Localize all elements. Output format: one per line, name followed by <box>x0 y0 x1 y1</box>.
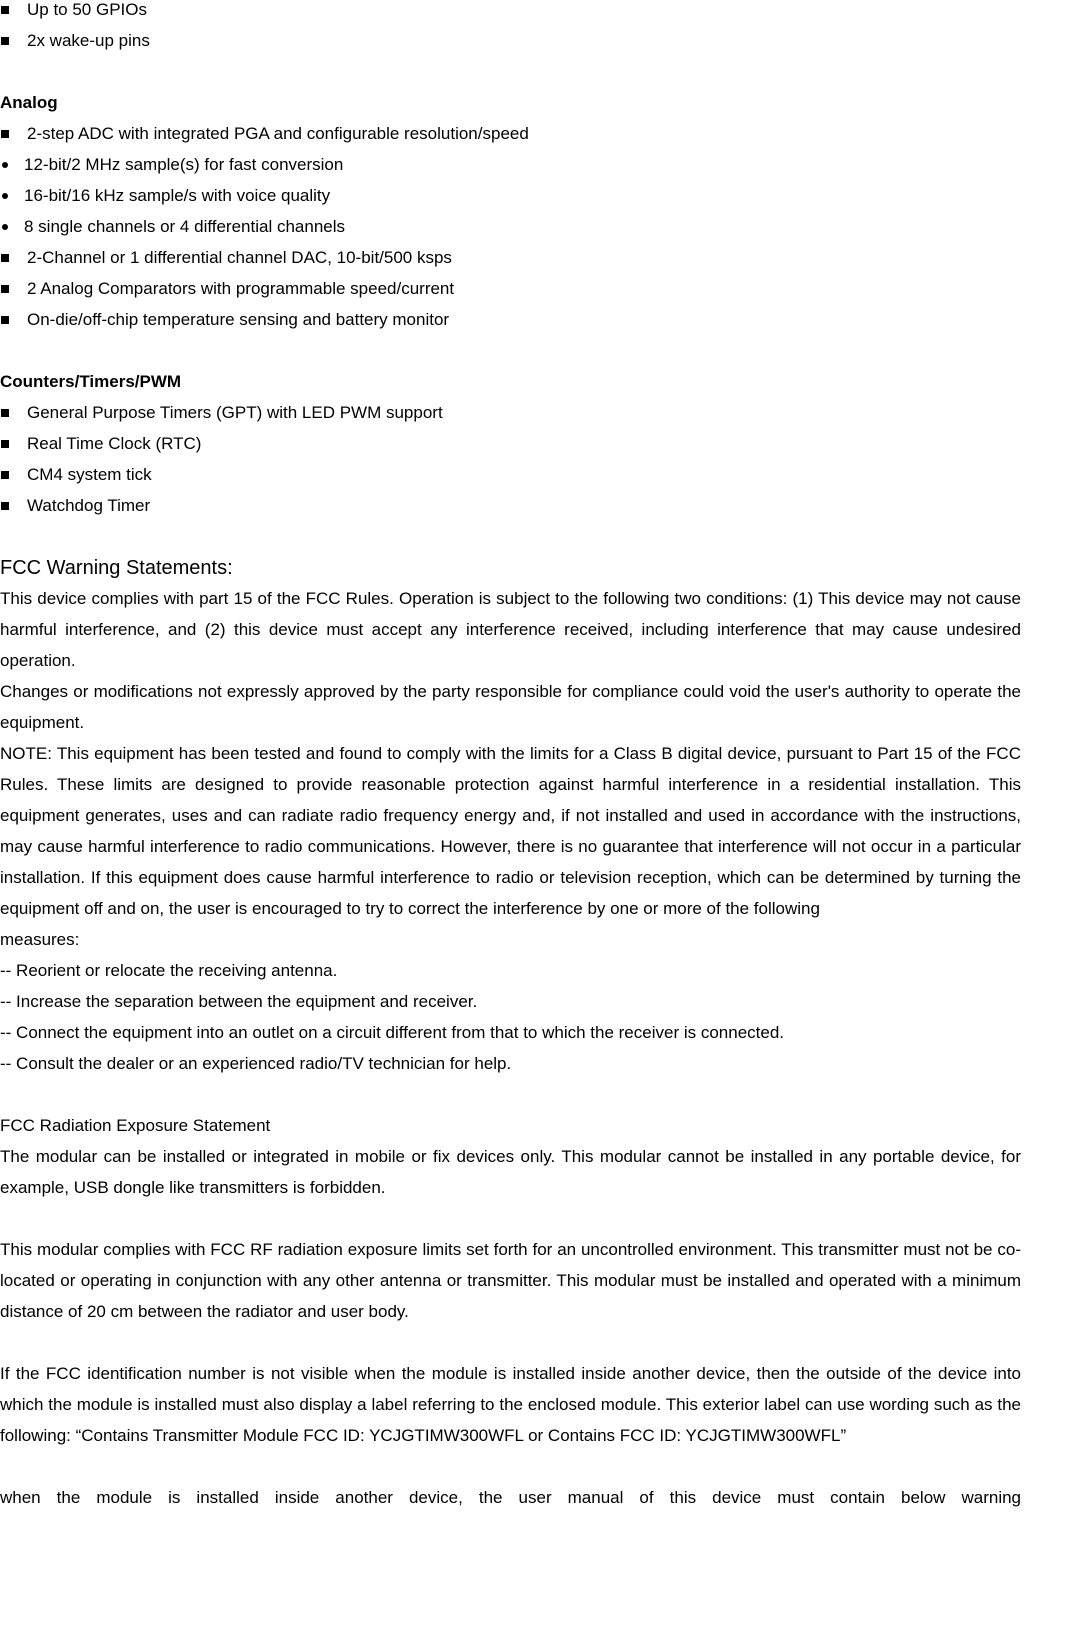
square-bullet-icon <box>1 471 9 479</box>
list-item-text: 2-Channel or 1 differential channel DAC, 10-bit/500 ksps <box>27 248 452 267</box>
fcc-warning-title: FCC Warning Statements: <box>0 557 233 579</box>
analog-heading: Analog <box>0 93 58 112</box>
list-item <box>0 490 1071 521</box>
square-bullet-icon <box>1 6 9 14</box>
square-bullet-icon <box>1 316 9 324</box>
counters-heading: Counters/Timers/PWM <box>0 372 182 391</box>
list-item-text: 16-bit/16 kHz sample/s with voice quality <box>24 186 331 205</box>
list-item <box>0 459 1071 490</box>
list-item <box>0 428 1071 459</box>
measure-item: -- Reorient or relocate the receiving antenna. <box>0 961 338 980</box>
list-item-text: Up to 50 GPIOs <box>27 0 147 19</box>
spacer <box>0 1203 1071 1234</box>
measures-label: measures: <box>0 930 80 949</box>
square-bullet-icon <box>1 440 9 448</box>
square-bullet-icon <box>1 37 9 45</box>
square-bullet-icon <box>1 285 9 293</box>
list-item <box>0 273 1071 304</box>
radiation-title: FCC Radiation Exposure Statement <box>0 1116 271 1135</box>
list-item <box>0 149 1071 180</box>
list-item-text: 2-step ADC with integrated PGA and configurable resolution/speed <box>27 124 529 143</box>
spacer <box>0 56 1071 87</box>
square-bullet-icon <box>1 409 9 417</box>
measure-item: -- Connect the equipment into an outlet on a circuit different from that to which the receiver is connected. <box>0 1023 785 1042</box>
list-item <box>0 180 1071 211</box>
radiation-paragraph-1: The modular can be installed or integrated in mobile or fix devices only. This modular cannot be installed in any portable device, for example, USB dongle like transmitters is forbidden. <box>0 1147 1021 1197</box>
list-item-text: CM4 system tick <box>27 465 152 484</box>
square-bullet-icon <box>1 502 9 510</box>
list-item-text: On-die/off-chip temperature sensing and battery monitor <box>27 310 450 329</box>
list-item-text: General Purpose Timers (GPT) with LED PWM support <box>27 403 443 422</box>
list-item <box>0 25 1071 56</box>
radiation-paragraph-2: This modular complies with FCC RF radiation exposure limits set forth for an uncontrolled environment. This transmitter must not be co-located or operating in conjunction with any other antenna or transmitter. This modular must be installed and operated with a minimum distance of 20 cm between the radiator and user body. <box>0 1240 1021 1321</box>
list-item <box>0 0 1071 25</box>
fcc-warning-paragraph-2: Changes or modifications not expressly approved by the party responsible for compliance could void the user's authority to operate the equipment. <box>0 682 1021 732</box>
list-item <box>0 211 1071 242</box>
list-item-text: 2x wake-up pins <box>27 31 150 50</box>
list-item-text: 12-bit/2 MHz sample(s) for fast conversion <box>24 155 344 174</box>
square-bullet-icon <box>1 130 9 138</box>
fcc-warning-paragraph-1: This device complies with part 15 of the FCC Rules. Operation is subject to the following two conditions: (1) This device may not cause harmful interference, and (2) this device must accept any interference received, including interference that may cause undesired operation. <box>0 589 1021 670</box>
list-item <box>0 118 1071 149</box>
measure-item: -- Increase the separation between the equipment and receiver. <box>0 992 478 1011</box>
list-item <box>0 397 1071 428</box>
spacer <box>0 335 1071 366</box>
list-item <box>0 242 1071 273</box>
spacer <box>0 1451 1071 1482</box>
round-bullet-icon <box>2 162 8 168</box>
list-item-text: 8 single channels or 4 differential channels <box>24 217 346 236</box>
list-item <box>0 304 1071 335</box>
list-item-text: Real Time Clock (RTC) <box>27 434 202 453</box>
measure-item: -- Consult the dealer or an experienced radio/TV technician for help. <box>0 1054 512 1073</box>
spacer <box>0 521 1071 552</box>
fcc-warning-paragraph-3: NOTE: This equipment has been tested and found to comply with the limits for a Class B digital device, pursuant to Part 15 of the FCC Rules. These limits are designed to provide reasonable protection against harmful interference in a residential installation. This equipment generates, uses and can radiate radio frequency energy and, if not installed and used in accordance with the instructions, may cause harmful interference to radio communications. However, there is no guarantee that interference will not occur in a particular installation. If this equipment does cause harmful interference to radio or television reception, which can be determined by turning the equipment off and on, the user is encouraged to try to correct the interference by one or more of the following <box>0 744 1021 918</box>
list-item-text: 2 Analog Comparators with programmable speed/current <box>27 279 455 298</box>
spacer <box>0 1327 1071 1358</box>
radiation-paragraph-4: when the module is installed inside another device, the user manual of this device must contain below warning <box>0 1488 1021 1507</box>
round-bullet-icon <box>2 224 8 230</box>
spacer <box>0 1079 1071 1110</box>
list-item-text: Watchdog Timer <box>27 496 151 515</box>
square-bullet-icon <box>1 254 9 262</box>
radiation-paragraph-3: If the FCC identification number is not visible when the module is installed inside another device, then the outside of the device into which the module is installed must also display a label referring to the enclosed module. This exterior label can use wording such as the following: “Contains Transmitter Module FCC ID: YCJGTIMW300WFL or Contains FCC ID: YCJGTIMW300WFL” <box>0 1364 1021 1445</box>
round-bullet-icon <box>2 193 8 199</box>
